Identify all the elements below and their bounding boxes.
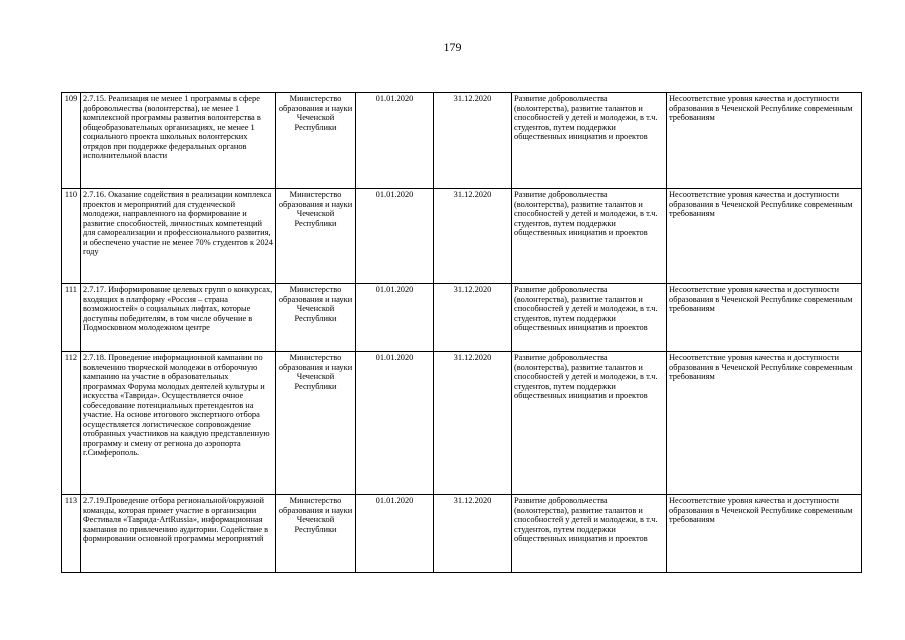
result-cell: Развитие добровольчества (волонтерства), развитие талантов и способностей у детей и молодежи, в т.ч. студентов, путем поддержки общественных инициатив и проектов	[512, 284, 667, 352]
executor-cell: Министерство образования и науки Чеченской Республики	[276, 284, 356, 352]
executor-cell: Министерство образования и науки Чеченской Республики	[276, 495, 356, 573]
risk-cell: Несоответствие уровня качества и доступности образования в Чеченской Республике современным требованиям	[667, 352, 862, 495]
end-date-cell: 31.12.2020	[434, 352, 512, 495]
row-number: 110	[62, 189, 81, 284]
start-date-cell: 01.01.2020	[356, 495, 434, 573]
executor-cell: Министерство образования и науки Чеченской Республики	[276, 93, 356, 189]
row-number: 113	[62, 495, 81, 573]
row-number: 111	[62, 284, 81, 352]
executor-cell: Министерство образования и науки Чеченской Республики	[276, 189, 356, 284]
measures-table	[61, 92, 862, 573]
start-date-cell: 01.01.2020	[356, 284, 434, 352]
activity-cell: 2.7.18. Проведение информационной кампании по вовлечению творческой молодежи в отборочную кампанию на участие в образовательных программах Форума молодых деятелей культуры и искусства «Таврида». Осуществляется очное собеседование потенциальных претендентов на участие. На основе итогового экспертного отбора осуществляется логистическое сопровождение отобранных участников на каждую представленную программу и смену от региона до аэропорта г.Симферополь.	[81, 352, 276, 495]
table-row	[62, 93, 862, 189]
start-date-cell: 01.01.2020	[356, 352, 434, 495]
risk-cell: Несоответствие уровня качества и доступности образования в Чеченской Республике современным требованиям	[667, 495, 862, 573]
table-row	[62, 352, 862, 495]
row-number: 109	[62, 93, 81, 189]
table-row	[62, 495, 862, 573]
result-cell: Развитие добровольчества (волонтерства), развитие талантов и способностей у детей и молодежи, в т.ч. студентов, путем поддержки общественных инициатив и проектов	[512, 495, 667, 573]
row-number: 112	[62, 352, 81, 495]
table-row	[62, 189, 862, 284]
activity-cell: 2.7.17. Информирование целевых групп о конкурсах, входящих в платформу «Россия – страна возможностей» о социальных лифтах, которые доступны победителям, в том числе обучение в Подмосковном молодежном центре	[81, 284, 276, 352]
risk-cell: Несоответствие уровня качества и доступности образования в Чеченской Республике современным требованиям	[667, 93, 862, 189]
start-date-cell: 01.01.2020	[356, 189, 434, 284]
start-date-cell: 01.01.2020	[356, 93, 434, 189]
risk-cell: Несоответствие уровня качества и доступности образования в Чеченской Республике современным требованиям	[667, 284, 862, 352]
risk-cell: Несоответствие уровня качества и доступности образования в Чеченской Республике современным требованиям	[667, 189, 862, 284]
page-number: 179	[443, 40, 462, 54]
result-cell: Развитие добровольчества (волонтерства), развитие талантов и способностей у детей и молодежи, в т.ч. студентов, путем поддержки общественных инициатив и проектов	[512, 352, 667, 495]
result-cell: Развитие добровольчества (волонтерства), развитие талантов и способностей у детей и молодежи, в т.ч. студентов, путем поддержки общественных инициатив и проектов	[512, 189, 667, 284]
result-cell: Развитие добровольчества (волонтерства), развитие талантов и способностей у детей и молодежи, в т.ч. студентов, путем поддержки общественных инициатив и проектов	[512, 93, 667, 189]
end-date-cell: 31.12.2020	[434, 93, 512, 189]
end-date-cell: 31.12.2020	[434, 284, 512, 352]
table-row	[62, 284, 862, 352]
activity-cell: 2.7.15. Реализация не менее 1 программы в сфере добровольчества (волонтерства), не менее 1 комплексной программы развития волонтерства в общеобразовательных организациях, не менее 1 социального проекта школьных волонтерских отрядов при поддержке федеральных органов исполнительной власти	[81, 93, 276, 189]
activity-cell: 2.7.16. Оказание содействия в реализации комплекса проектов и мероприятий для студенческой молодежи, направленного на формирование и развитие способностей, личностных компетенций для самореализации и профессионального развития, и обеспечено участие не менее 70% студентов к 2024 году	[81, 189, 276, 284]
executor-cell: Министерство образования и науки Чеченской Республики	[276, 352, 356, 495]
end-date-cell: 31.12.2020	[434, 495, 512, 573]
activity-cell: 2.7.19.Проведение отбора региональной/окружной команды, которая примет участие в организации Фестиваля «Таврида-ArtRussia», информационная кампания по привлечению аудитории. Содействие в формировании основной программы мероприятий	[81, 495, 276, 573]
end-date-cell: 31.12.2020	[434, 189, 512, 284]
